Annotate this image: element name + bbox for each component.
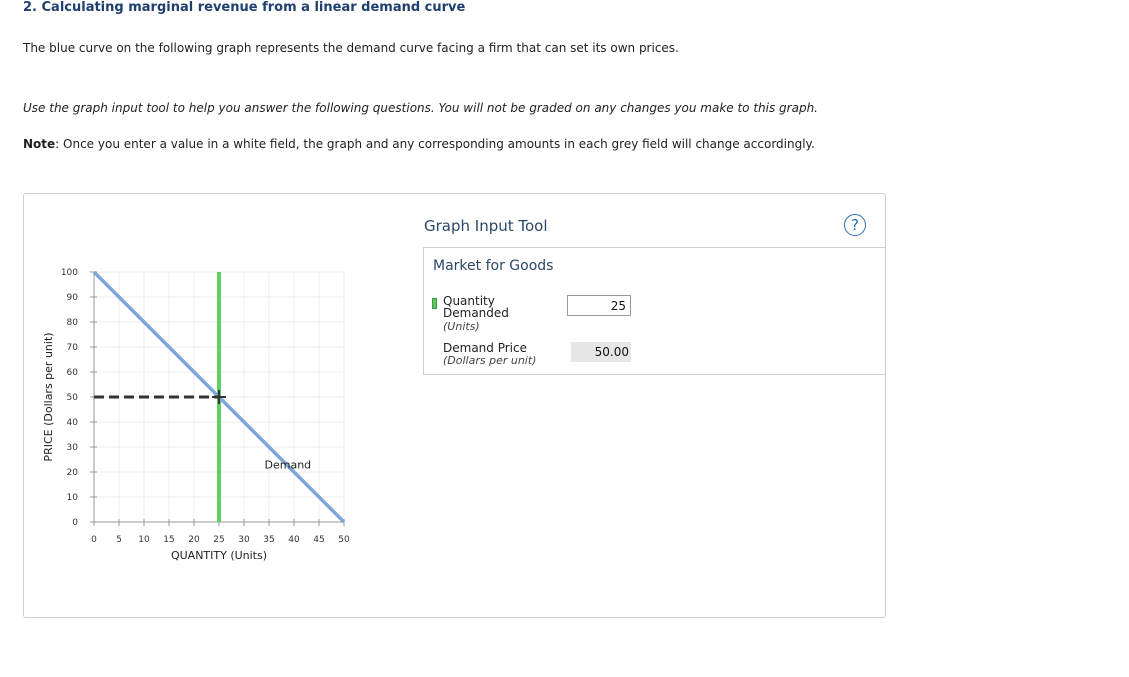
y-tick-label: 50 (66, 393, 78, 403)
x-tick-label: 25 (213, 535, 225, 545)
y-tick-label: 30 (66, 443, 78, 453)
graph-input-tool-title: Graph Input Tool (424, 217, 548, 235)
y-tick-label: 0 (72, 518, 78, 528)
quantity-legend-swatch (432, 298, 437, 309)
x-tick-label: 0 (91, 535, 97, 545)
y-tick-label: 90 (66, 293, 78, 303)
market-title: Market for Goods (433, 258, 554, 274)
graph-panel (23, 193, 886, 618)
demand-price-unit: (Dollars per unit) (443, 354, 537, 367)
question-circle-icon[interactable]: ? (844, 214, 866, 236)
quantity-unit: (Units) (443, 320, 480, 333)
x-tick-label: 5 (116, 535, 122, 545)
graph-input-tool (423, 247, 885, 375)
quantity-demanded-label (443, 295, 509, 319)
demand-graph[interactable] (24, 194, 424, 594)
quantity-label-line1: Quantity (443, 294, 495, 308)
note-body: : Once you enter a value in a white field, the graph and any corresponding amounts in each grey field will change accordingly. (55, 137, 815, 151)
note-text (23, 137, 815, 151)
question-heading: 2. Calculating marginal revenue from a linear demand curve (23, 0, 466, 15)
x-tick-label: 45 (313, 535, 325, 545)
quantity-label-line2: Demanded (443, 306, 509, 320)
x-tick-label: 50 (338, 535, 350, 545)
note-label: Note (23, 137, 56, 151)
demand-price-value: 50.00 (571, 342, 631, 362)
x-tick-label: 30 (238, 535, 250, 545)
y-tick-label: 40 (66, 418, 78, 428)
x-tick-label: 15 (163, 535, 175, 545)
x-tick-label: 35 (263, 535, 275, 545)
y-tick-label: 100 (60, 268, 78, 278)
y-tick-label: 70 (66, 343, 78, 353)
x-axis-label: QUANTITY (Units) (170, 549, 268, 562)
x-tick-label: 20 (188, 535, 200, 545)
x-tick-label: 10 (138, 535, 150, 545)
y-tick-label: 10 (66, 493, 78, 503)
quantity-demanded-input[interactable] (567, 295, 631, 316)
y-tick-label: 60 (66, 368, 78, 378)
instructions-text: Use the graph input tool to help you answer the following questions. You will not be graded on any changes you make to this graph. (23, 101, 818, 115)
y-axis-label: PRICE (Dollars per unit) (42, 332, 55, 462)
y-tick-label: 20 (66, 468, 78, 478)
x-tick-label: 40 (288, 535, 300, 545)
demand-curve-label: Demand (264, 458, 312, 472)
intro-text: The blue curve on the following graph represents the demand curve facing a firm that can set its own prices. (23, 41, 679, 55)
y-tick-label: 80 (66, 318, 78, 328)
demand-price-label: Demand Price (443, 341, 527, 355)
